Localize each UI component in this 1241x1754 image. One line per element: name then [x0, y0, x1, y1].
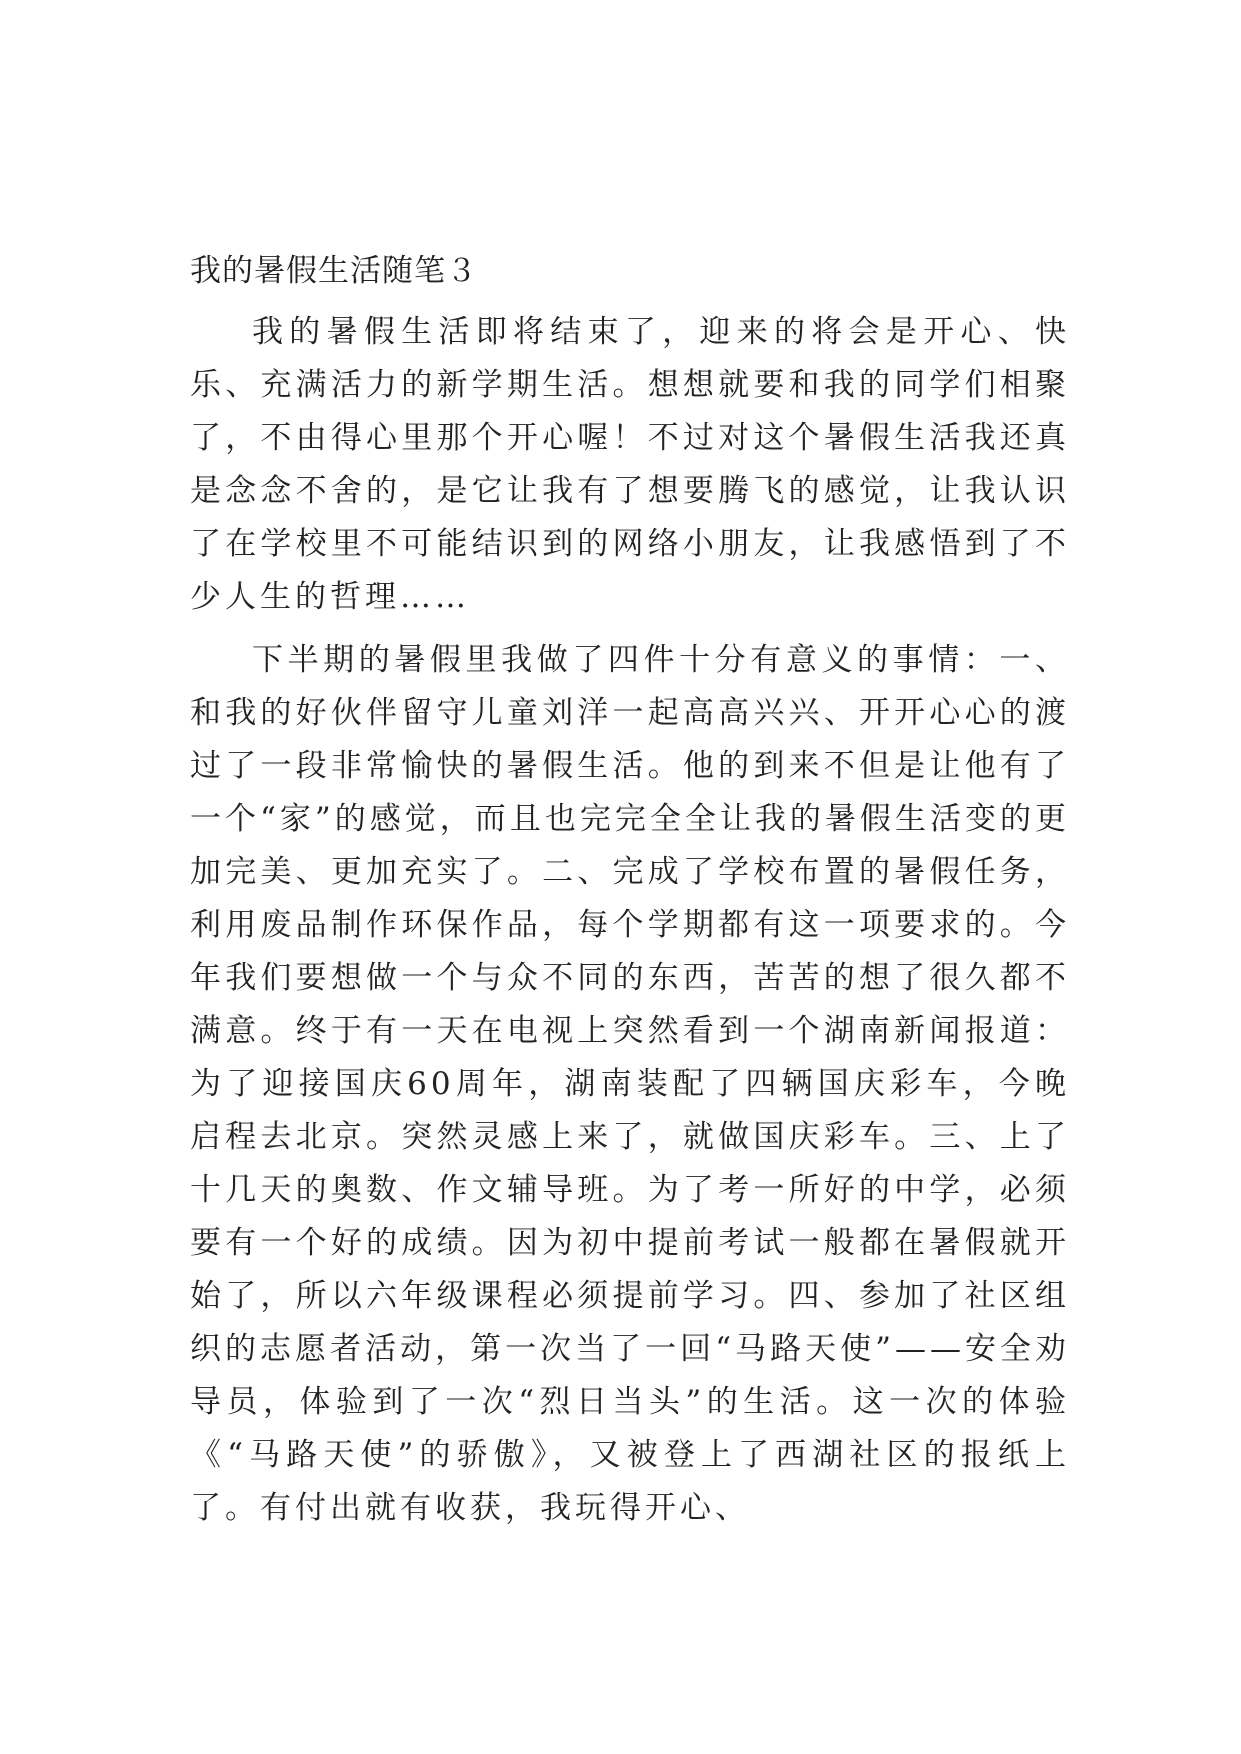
document-body	[190, 245, 1070, 1545]
paragraph-intro: 我的暑假生活即将结束了，迎来的将会是开心、快乐、充满活力的新学期生活。想想就要和我的同学们相聚了，不由得心里那个开心喔！不过对这个暑假生活我还真是念念不舍的，是它让我有了想要腾飞的感觉，让我认识了在学校里不可能结识到的网络小朋友，让我感悟到了不少人生的哲理……	[190, 314, 1070, 615]
document-title: 我的暑假生活随笔３	[190, 253, 478, 289]
paragraph-activities: 下半期的暑假里我做了四件十分有意义的事情：一、和我的好伙伴留守儿童刘洋一起高高兴兴、开开心心的渡过了一段非常愉快的暑假生活。他的到来不但是让他有了一个“家”的感觉，而且也完完全全让我的暑假生活变的更加完美、更加充实了。二、完成了学校布置的暑假任务，利用废品制作环保作品，每个学期都有这一项要求的。今年我们要想做一个与众不同的东西，苦苦的想了很久都不满意。终于有一天在电视上突然看到一个湖南新闻报道：为了迎接国庆60周年，湖南装配了四辆国庆彩车，今晚启程去北京。突然灵感上来了，就做国庆彩车。三、上了十几天的奥数、作文辅导班。为了考一所好的中学，必须要有一个好的成绩。因为初中提前考试一般都在暑假就开始了，所以六年级课程必须提前学习。四、参加了社区组织的志愿者活动，第一次当了一回“马路天使”——安全劝导员，体验到了一次“烈日当头”的生活。这一次的体验《“马路天使”的骄傲》，又被登上了西湖社区的报纸上了。有付出就有收获，我玩得开心、	[190, 642, 1070, 1526]
